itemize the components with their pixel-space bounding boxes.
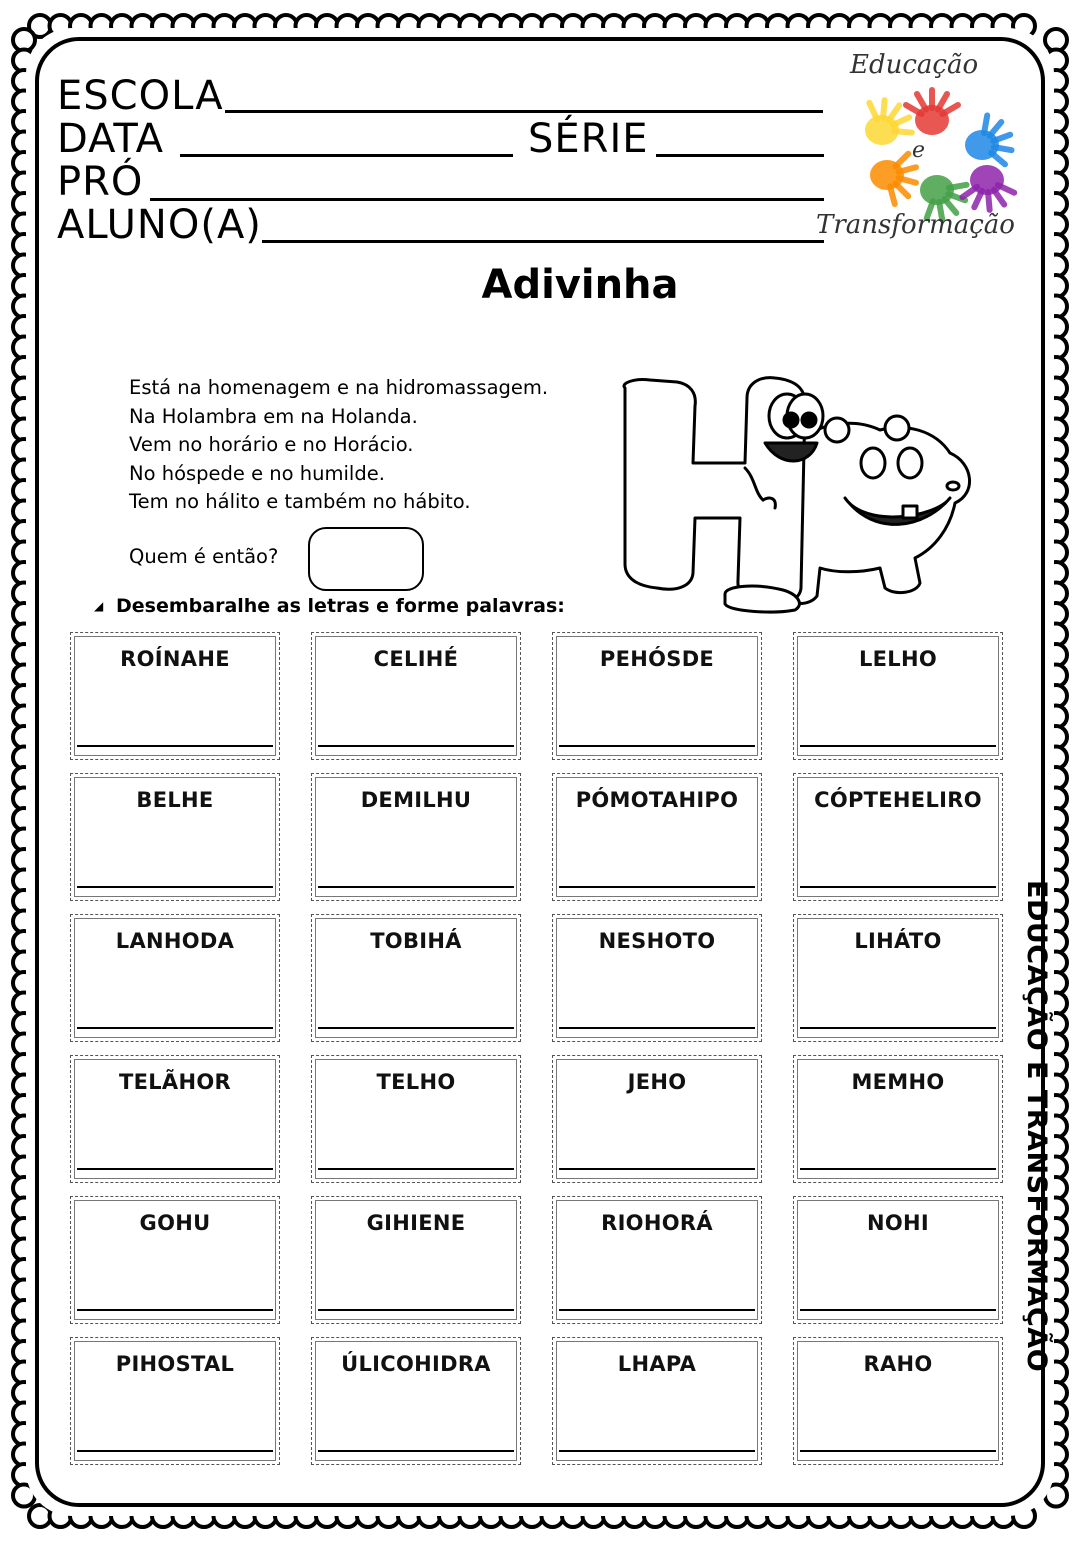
date-label: DATA (57, 116, 165, 162)
logo-middle-text: e (912, 138, 926, 163)
word-card (70, 632, 280, 760)
logo-bottom-text: Transformação (816, 210, 1015, 240)
word-card (70, 1055, 280, 1183)
word-card (311, 1055, 521, 1183)
logo (812, 50, 1042, 250)
answer-line[interactable] (318, 1027, 514, 1029)
instruction (94, 595, 565, 617)
scrambled-word: TOBIHÁ (370, 929, 462, 953)
answer-line[interactable] (77, 745, 273, 747)
answer-line[interactable] (318, 1168, 514, 1170)
scrambled-word: LANHODA (115, 929, 235, 953)
word-card (793, 773, 1003, 901)
word-card (70, 773, 280, 901)
answer-line[interactable] (77, 886, 273, 888)
answer-line[interactable] (559, 886, 755, 888)
scrambled-word: RIOHORÁ (601, 1211, 713, 1235)
triangle-bullet-icon: ◢ (94, 599, 104, 613)
scrambled-word: DEMILHU (360, 788, 472, 812)
riddle-line: Na Holambra em na Holanda. (129, 404, 418, 428)
word-card (70, 1337, 280, 1465)
answer-box[interactable] (308, 527, 424, 591)
riddle (129, 374, 548, 517)
scrambled-word: ROÍNAHE (120, 647, 230, 671)
answer-line[interactable] (800, 1168, 996, 1170)
word-card (552, 1196, 762, 1324)
answer-line[interactable] (559, 745, 755, 747)
scrambled-word: LHAPA (617, 1352, 697, 1376)
word-card (311, 914, 521, 1042)
scrambled-word: CELIHÉ (373, 647, 459, 671)
word-card (793, 632, 1003, 760)
scrambled-word: PEHÓSDE (599, 647, 715, 671)
scrambled-word: PIHOSTAL (115, 1352, 235, 1376)
date-field-line[interactable] (180, 154, 513, 157)
answer-line[interactable] (318, 886, 514, 888)
student-label: ALUNO(A) (57, 202, 262, 248)
teacher-field-line[interactable] (150, 198, 824, 201)
word-card (311, 632, 521, 760)
answer-line[interactable] (559, 1450, 755, 1452)
answer-line[interactable] (559, 1027, 755, 1029)
answer-line[interactable] (559, 1168, 755, 1170)
logo-top-text: Educação (850, 50, 979, 80)
side-watermark-text: EDUCAÇÃO E TRANSFORMAÇÃO (1021, 880, 1052, 1373)
riddle-line: No hóspede e no humilde. (129, 461, 385, 485)
teacher-label: PRÓ (57, 159, 144, 205)
letter-h-and-hippo-illustration (605, 368, 985, 620)
riddle-question: Quem é então? (129, 545, 279, 568)
scrambled-word: LIHÁTO (854, 929, 942, 953)
scrambled-word: NESHOTO (598, 929, 716, 953)
word-card (552, 1055, 762, 1183)
word-card (552, 773, 762, 901)
scrambled-word: BELHE (136, 788, 214, 812)
answer-line[interactable] (77, 1027, 273, 1029)
scrambled-word: MEMHO (851, 1070, 945, 1094)
answer-line[interactable] (318, 1450, 514, 1452)
riddle-line: Está na homenagem e na hidromassagem. (129, 376, 549, 399)
scrambled-word: LELHO (858, 647, 938, 671)
scrambled-word: TELÃHOR (118, 1070, 231, 1094)
page-title: Adivinha (481, 262, 679, 308)
answer-line[interactable] (800, 1450, 996, 1452)
word-card (793, 1337, 1003, 1465)
scrambled-word: GOHU (139, 1211, 211, 1235)
answer-line[interactable] (318, 745, 514, 747)
school-label: ESCOLA (57, 73, 224, 119)
answer-line[interactable] (77, 1309, 273, 1311)
word-card (793, 914, 1003, 1042)
answer-line[interactable] (800, 745, 996, 747)
word-card (70, 1196, 280, 1324)
word-card (793, 1055, 1003, 1183)
scrambled-word: TELHO (376, 1070, 456, 1094)
grade-label: SÉRIE (528, 116, 649, 162)
scrambled-word: CÓPTEHELIRO (814, 788, 982, 812)
scrambled-word: NOHI (866, 1211, 930, 1235)
instruction-text: Desembaralhe as letras e forme palavras: (116, 595, 565, 617)
word-card (70, 914, 280, 1042)
student-field-line[interactable] (262, 240, 824, 243)
riddle-line: Tem no hálito e também no hábito. (129, 490, 471, 514)
scrambled-word: PÓMOTAHIPO (575, 788, 739, 812)
riddle-line: Vem no horário e no Horácio. (129, 433, 414, 457)
word-card (552, 632, 762, 760)
answer-line[interactable] (800, 1027, 996, 1029)
grade-field-line[interactable] (656, 154, 824, 157)
answer-line[interactable] (77, 1450, 273, 1452)
word-card (311, 1337, 521, 1465)
word-card (311, 1196, 521, 1324)
answer-line[interactable] (800, 886, 996, 888)
word-card (311, 773, 521, 901)
answer-line[interactable] (800, 1309, 996, 1311)
answer-line[interactable] (77, 1168, 273, 1170)
answer-line[interactable] (559, 1309, 755, 1311)
scrambled-word: GIHIENE (366, 1211, 466, 1235)
scrambled-word: RAHO (863, 1352, 933, 1376)
word-card (552, 1337, 762, 1465)
answer-line[interactable] (318, 1309, 514, 1311)
scrambled-word: ÚLICOHIDRA (341, 1352, 491, 1376)
scrambled-word: JEHO (627, 1070, 687, 1094)
school-field-line[interactable] (225, 110, 823, 113)
word-card (552, 914, 762, 1042)
word-card (793, 1196, 1003, 1324)
